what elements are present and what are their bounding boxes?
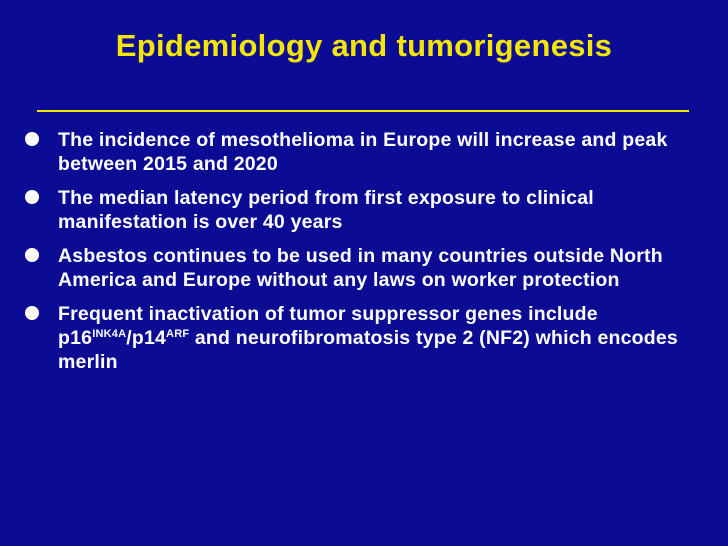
bullet-item: [0, 186, 728, 234]
bullet-dot-icon: [25, 190, 39, 204]
bullet-text-part: and neurofibromatosis type 2 (NF2) which encodes merlin: [58, 327, 678, 373]
slide-title: Epidemiology and tumorigenesis: [115, 28, 613, 63]
bullet-text-part: Frequent inactivation of tumor suppressor genes include p16: [58, 303, 598, 349]
bullet-list: [0, 128, 728, 384]
gene-superscript: INK4A: [92, 328, 127, 340]
gene-superscript: ARF: [166, 328, 190, 340]
bullet-item: [0, 244, 728, 292]
bullet-text-part: /p14: [126, 327, 167, 349]
bullet-text: Asbestos continues to be used in many countries outside North America and Europe without any laws on worker protection: [58, 245, 663, 291]
bullet-item: [0, 302, 728, 374]
bullet-text: The incidence of mesothelioma in Europe will increase and peak between 2015 and 2020: [58, 129, 668, 175]
bullet-item: [0, 128, 728, 176]
bullet-dot-icon: [25, 306, 39, 320]
bullet-dot-icon: [25, 132, 39, 146]
bullet-text: The median latency period from first exposure to clinical manifestation is over 40 years: [58, 187, 594, 233]
bullet-dot-icon: [25, 248, 39, 262]
title-divider: [37, 110, 689, 112]
